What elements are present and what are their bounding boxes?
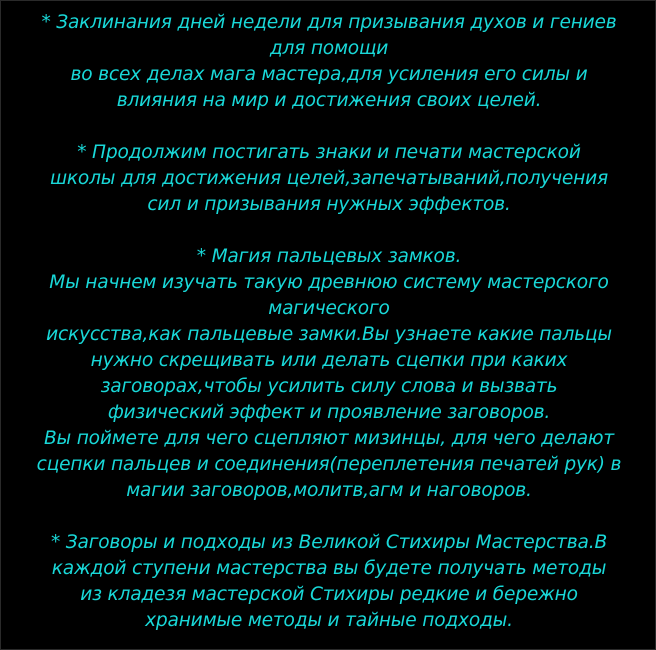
paragraph-spacer bbox=[1, 114, 656, 140]
text-line: для помощи bbox=[269, 38, 389, 59]
text-line: хранимые методы и тайные подходы. bbox=[145, 610, 513, 631]
text-line: Вы поймете для чего сцепляют мизинцы, для чего делают bbox=[43, 428, 615, 449]
section-weekday-spells bbox=[1, 10, 656, 114]
text-line: заговорах,чтобы усилить силу слова и вызвать bbox=[100, 376, 558, 397]
text-line: физический эффект и проявление заговоров. bbox=[107, 402, 551, 423]
text-line: из кладезя мастерской Стихиры редкие и бережно bbox=[80, 584, 578, 605]
text-block bbox=[1, 10, 656, 634]
text-line: нужно скрещивать или делать сцепки при каких bbox=[90, 350, 568, 371]
paragraph-spacer bbox=[1, 504, 656, 530]
text-line: школы для достижения целей,запечатываний,получения bbox=[50, 168, 608, 189]
section-great-stichira bbox=[1, 530, 656, 634]
text-line: * Продолжим постигать знаки и печати мастерской bbox=[77, 142, 581, 163]
text-line: сил и призывания нужных эффектов. bbox=[147, 194, 511, 215]
text-line: сцепки пальцев и соединения(переплетения печатей рук) в bbox=[36, 454, 622, 475]
text-line: магического bbox=[268, 298, 390, 319]
text-line: влияния на мир и достижения своих целей. bbox=[116, 90, 542, 111]
text-line: искусства,как пальцевые замки.Вы узнаете какие пальцы bbox=[46, 324, 612, 345]
section-finger-locks bbox=[1, 244, 656, 504]
text-line: во всех делах мага мастера,для усиления его силы и bbox=[70, 64, 588, 85]
text-line: * Заклинания дней недели для призывания духов и гениев bbox=[41, 12, 617, 33]
text-line: магии заговоров,молитв,агм и наговоров. bbox=[126, 480, 532, 501]
paragraph-spacer bbox=[1, 218, 656, 244]
text-line: Мы начнем изучать такую древнюю систему мастерского bbox=[49, 272, 609, 293]
text-line: * Магия пальцевых замков. bbox=[196, 246, 462, 267]
section-signs-and-seals bbox=[1, 140, 656, 218]
text-line: каждой ступени мастерства вы будете получать методы bbox=[51, 558, 607, 579]
text-line: * Заговоры и подходы из Великой Стихиры Мастерства.В bbox=[50, 532, 608, 553]
